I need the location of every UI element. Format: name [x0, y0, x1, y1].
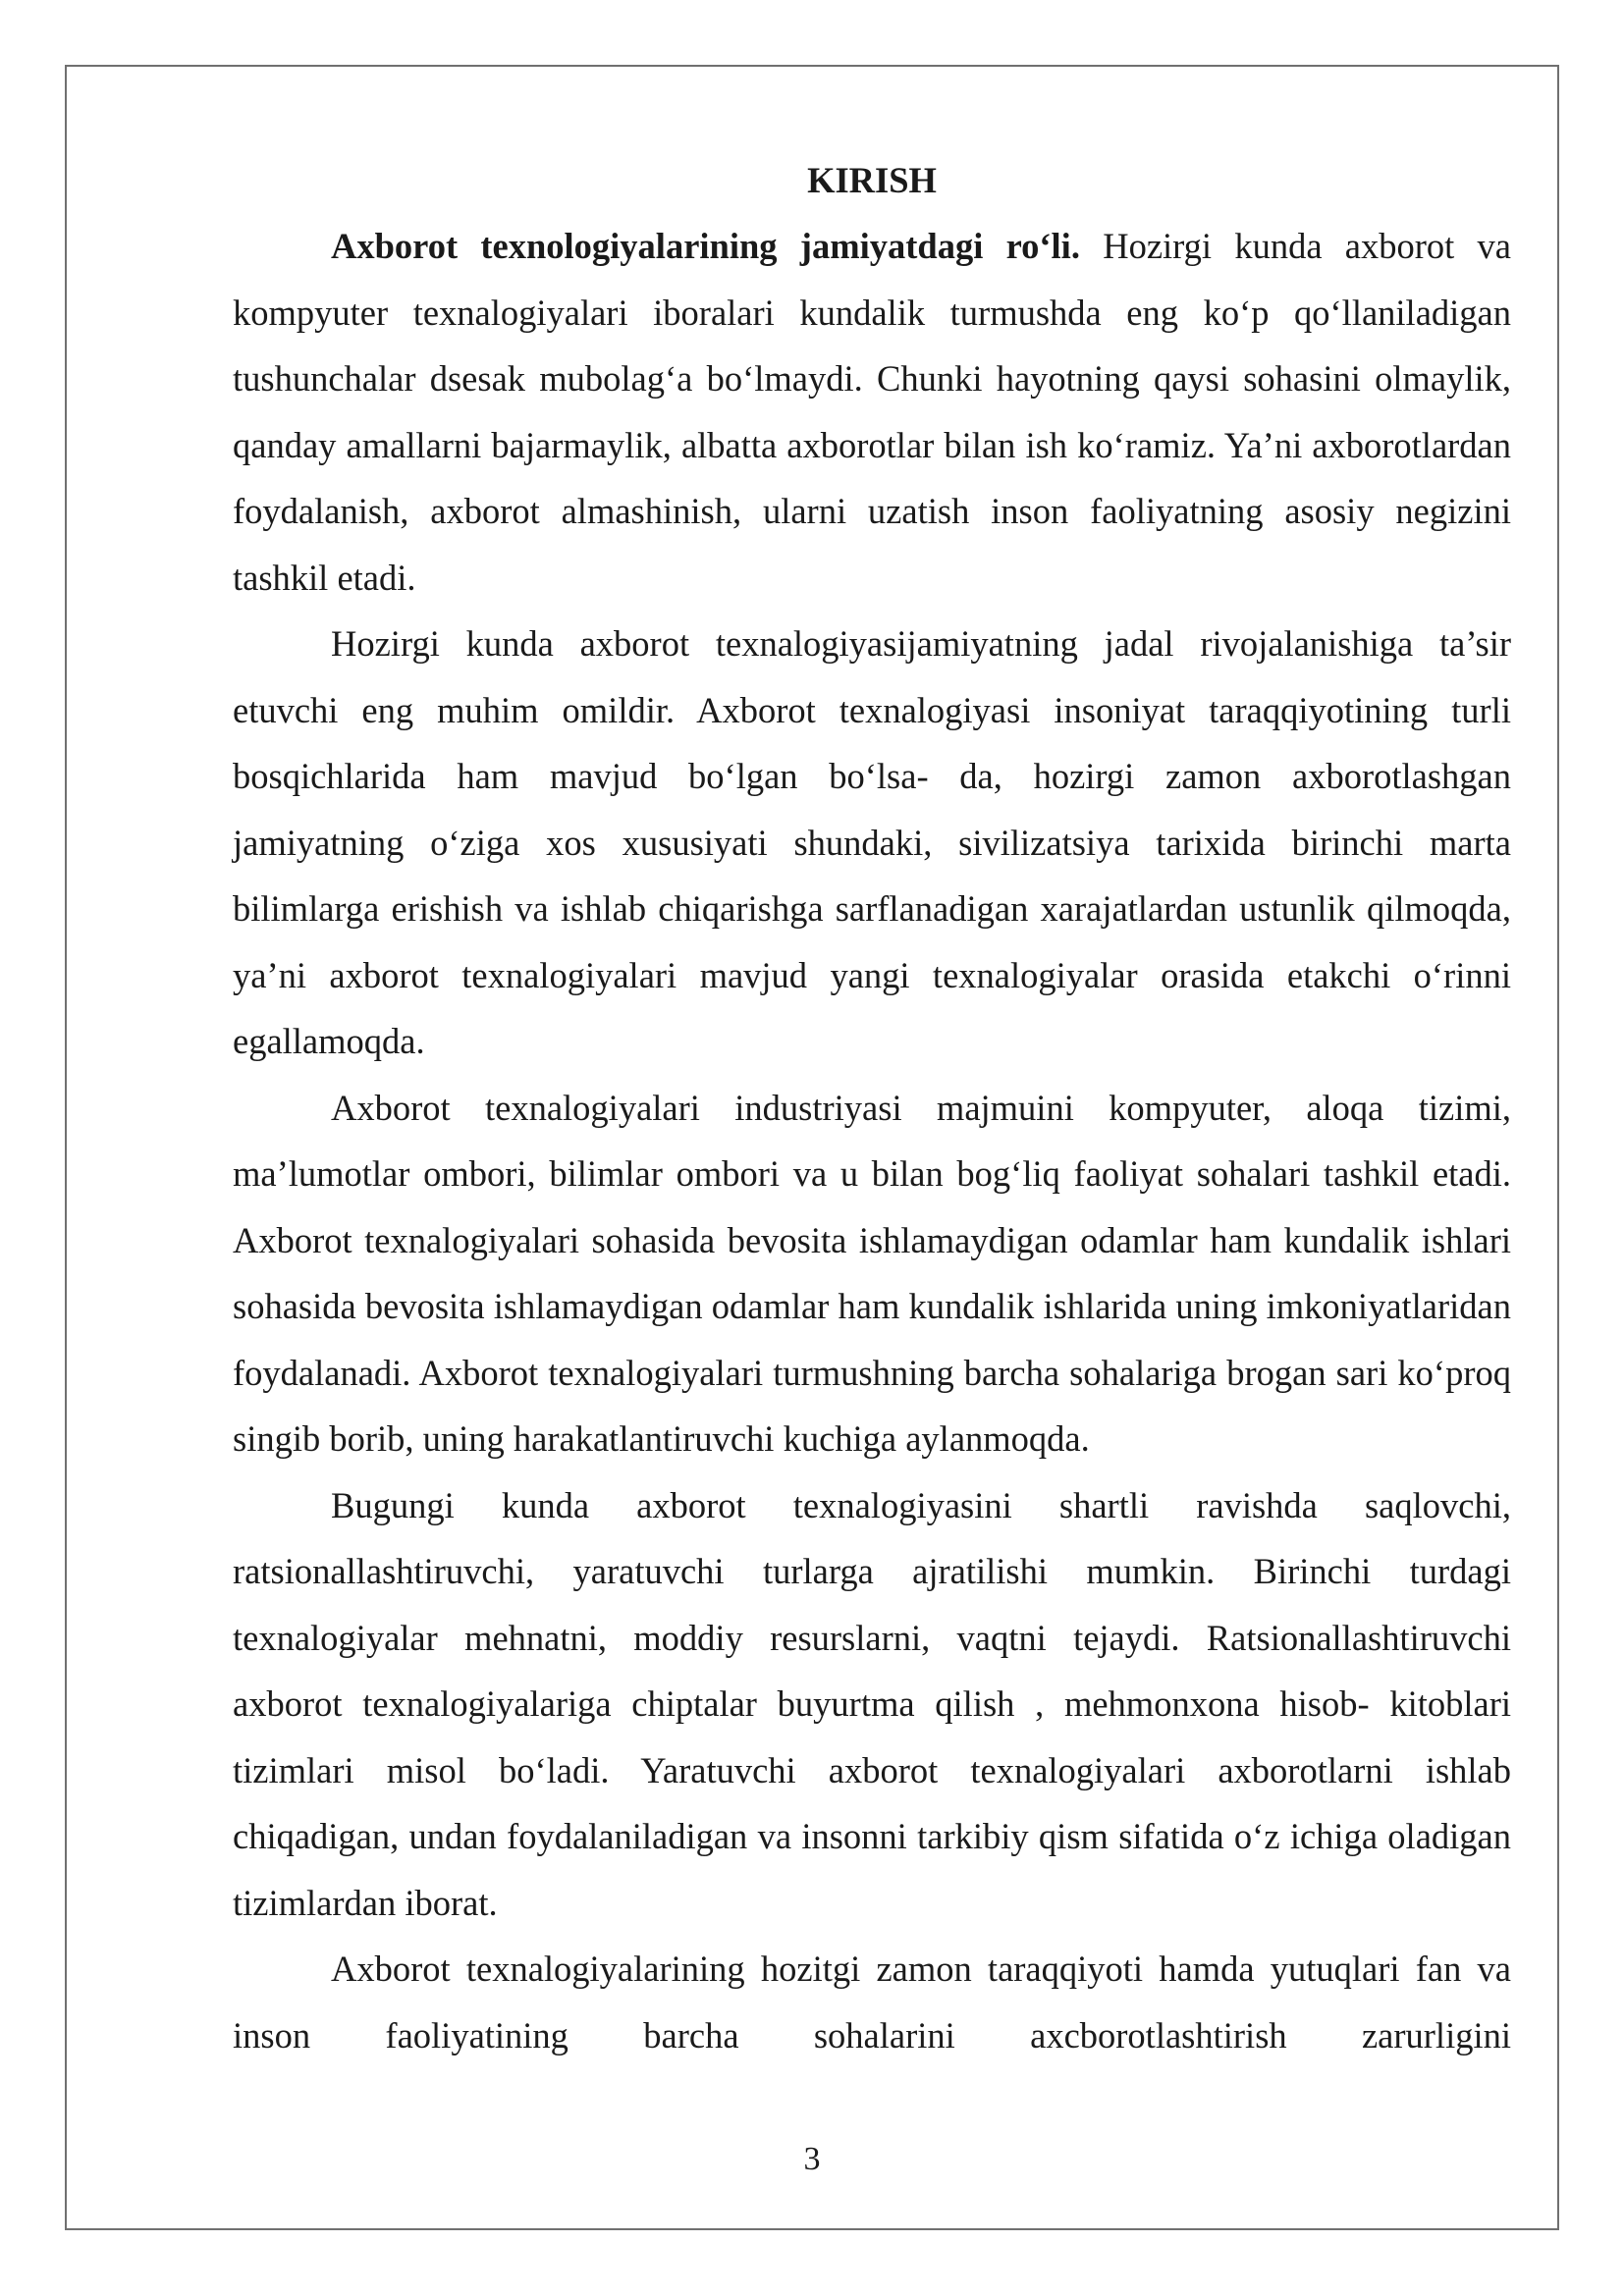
document-body: [233, 147, 1511, 2068]
page-number: 3: [803, 2141, 821, 2177]
paragraph-text: Hozirgi kunda axborot va kompyuter texnalogiyalari iboralari kundalik turmushda eng ko‘p qo‘llaniladigan tushunchalar dsesak mubolag‘a bo‘lmaydi. Chunki hayotning qaysi sohasini olmaylik, qanday amallarni bajarmaylik, albatta axborotlar bilan ish ko‘ramiz. Ya’ni axborotlardan foydalanish, axborot almashinish, ularni uzatish inson faoliyatning asosiy negizini tashkil etadi.: [233, 226, 1511, 598]
paragraph-3: Axborot texnalogiyalari industriyasi majmuini kompyuter, aloqa tizimi, ma’lumotlar ombori, bilimlar ombori va u bilan bog‘liq faoliyat sohalari tashkil etadi. Axborot texnalogiyalari sohasida bevosita ishlamaydigan odamlar ham kundalik ishlari sohasida bevosita ishlamaydigan odamlar ham kundalik ishlarida uning imkoniyatlaridan foydalanadi. Axborot texnalogiyalari turmushning barcha sohalariga brogan sari ko‘proq singib borib, uning harakatlantiruvchi kuchiga aylanmoqda.: [233, 1087, 1511, 1459]
paragraph-lead: Axborot texnologiyalarining jamiyatdagi ro‘li.: [331, 226, 1080, 266]
paragraph-1: [233, 213, 1511, 611]
paragraph-2: Hozirgi kunda axborot texnalogiyasijamiyatning jadal rivojalanishiga ta’sir etuvchi eng muhim omildir. Axborot texnalogiyasi insoniyat taraqqiyotining turli bosqichlarida ham mavjud bo‘lgan bo‘lsa- da, hozirgi zamon axborotlashgan jamiyatning o‘ziga xos xususiyati shundaki, sivilizatsiya tarixida birinchi marta bilimlarga erishish va ishlab chiqarishga sarflanadigan xarajatlardan ustunlik qilmoqda, ya’ni axborot texnalogiyalari mavjud yangi texnalogiyalar orasida etakchi o‘rinni egallamoqda.: [233, 623, 1511, 1061]
section-heading: KIRISH: [807, 160, 937, 200]
paragraph-4: Bugungi kunda axborot texnalogiyasini shartli ravishda saqlovchi, ratsionallashtiruvchi, yaratuvchi turlarga ajratilishi mumkin. Birinchi turdagi texnalogiyalar mehnatni, moddiy resurslarni, vaqtni tejaydi. Ratsionallashtiruvchi axborot texnalogiyalariga chiptalar buyurtma qilish , mehmonxona hisob- kitoblari tizimlari misol bo‘ladi. Yaratuvchi axborot texnalogiyalari axborotlarni ishlab chiqadigan, undan foydalaniladigan va insonni tarkibiy qism sifatida o‘z ichiga oladigan tizimlardan iborat.: [233, 1484, 1511, 1923]
paragraph-5: Axborot texnalogiyalarining hozitgi zamon taraqqiyoti hamda yutuqlari fan va inson faoliyatining barcha sohalarini axcborotlashtirish zarurligini: [233, 1949, 1511, 2056]
